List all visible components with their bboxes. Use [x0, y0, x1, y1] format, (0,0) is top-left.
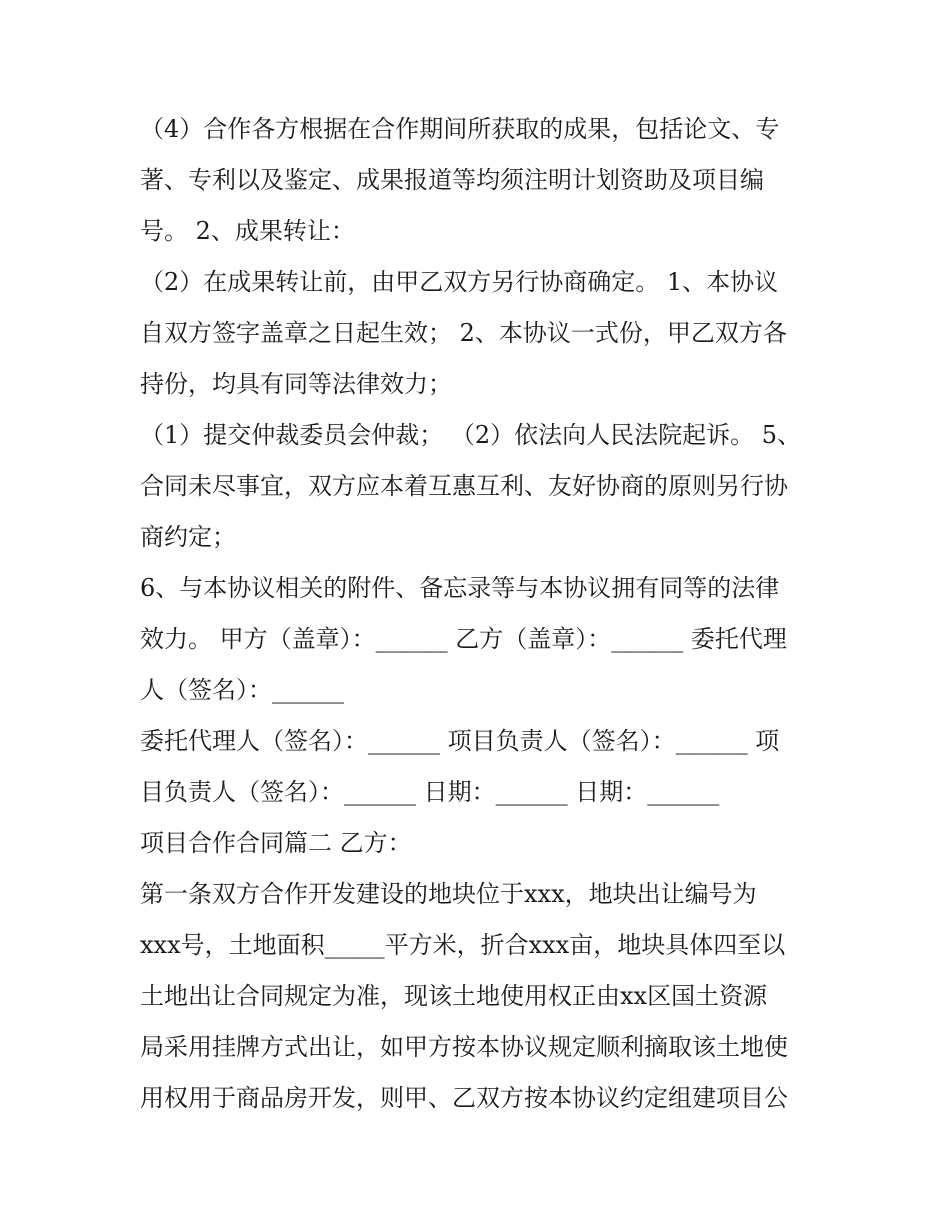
text-line: xxx号，土地面积_____平方米，折合xxx亩，地块具体四至以: [140, 931, 786, 959]
text-line: 土地出让合同规定为准，现该土地使用权正由xx区国土资源: [140, 982, 768, 1010]
text-line: 局采用挂牌方式出让，如甲方按本协议规定顺利摘取该土地使: [140, 1033, 788, 1061]
text-line: 号。 2、成果转让：: [140, 217, 355, 245]
text-line: 6、与本协议相关的附件、备忘录等与本协议拥有同等的法律: [140, 574, 780, 602]
text-line: 自双方签字盖章之日起生效； 2、本协议一式份，甲乙双方各: [140, 319, 787, 347]
text-line: 著、专利以及鉴定、成果报道等均须注明计划资助及项目编: [140, 166, 764, 194]
document-body: [140, 104, 830, 1124]
text-line: 效力。 甲方（盖章）：______ 乙方（盖章）：______ 委托代理: [140, 625, 787, 653]
text-line: （2）在成果转让前，由甲乙双方另行协商确定。 1、本协议: [140, 268, 779, 296]
text-line: 委托代理人（签名）：______ 项目负责人（签名）：______ 项: [140, 727, 780, 755]
text-line: 人（签名）：______: [140, 676, 344, 704]
text-line: 合同未尽事宜，双方应本着互惠互利、友好协商的原则另行协: [140, 472, 788, 500]
text-line: 第一条双方合作开发建设的地块位于xxx，地块出让编号为: [140, 880, 757, 908]
text-line: （4）合作各方根据在合作期间所获取的成果，包括论文、专: [140, 115, 780, 143]
section-heading: 项目合作合同篇二 乙方：: [140, 829, 412, 857]
text-line: 持份，均具有同等法律效力；: [140, 370, 452, 398]
text-line: （1）提交仲裁委员会仲裁； （2）依法向人民法院起诉。 5、: [140, 421, 802, 449]
text-line: 目负责人（签名）：______ 日期：______ 日期：______: [140, 778, 720, 806]
text-line: 商约定；: [140, 523, 236, 551]
text-line: 用权用于商品房开发，则甲、乙双方按本协议约定组建项目公: [140, 1084, 788, 1112]
